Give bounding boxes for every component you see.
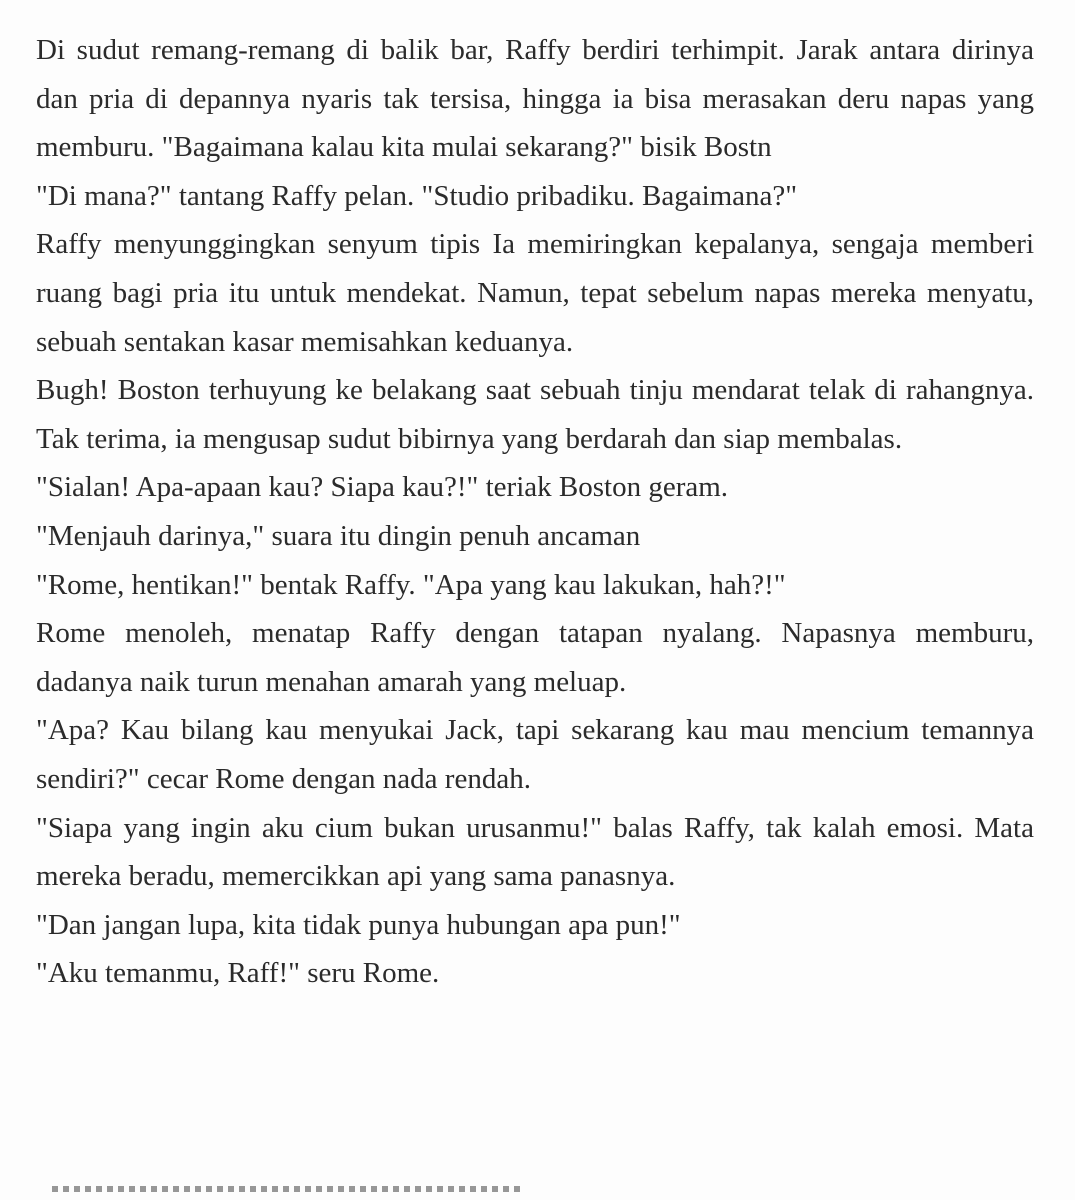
paragraph-9: "Apa? Kau bilang kau menyukai Jack, tapi sekarang kau mau mencium temannya sendiri?" cecar Rome dengan nada rendah. [36, 714, 1034, 795]
paragraph-4: Bugh! Boston terhuyung ke belakang saat sebuah tinju mendarat telak di rahangnya. Tak terima, ia mengusap sudut bibirnya yang berdarah dan siap membalas. [36, 374, 1034, 455]
paragraph-10: "Siapa yang ingin aku cium bukan urusanmu!" balas Raffy, tak kalah emosi. Mata mereka beradu, memercikkan api yang sama panasnya. [36, 811, 1034, 893]
paragraph-3: Raffy menyunggingkan senyum tipis Ia memiringkan kepalanya, sengaja memberi ruang bagi pria itu untuk mendekat. Namun, tepat sebelum napas mereka menyatu, sebuah sentakan kasar memisahkan keduanya. [36, 228, 1034, 358]
paragraph-7: "Rome, hentikan!" bentak Raffy. "Apa yang kau lakukan, hah?!" [36, 568, 786, 601]
cut-off-text-fragment [52, 1186, 522, 1192]
paragraph-1: Di sudut remang-remang di balik bar, Raffy berdiri terhimpit. Jarak antara dirinya dan pria di depannya nyaris tak tersisa, hingga ia bisa merasakan deru napas yang memburu. "Bagaimana kalau kita mulai sekarang?" bisik Bostn [36, 34, 1034, 164]
paragraph-12: "Aku temanmu, Raff!" seru Rome. [36, 957, 440, 990]
paragraph-5: "Sialan! Apa-apaan kau? Siapa kau?!" teriak Boston geram. [36, 471, 729, 504]
paragraph-6: "Menjauh darinya," suara itu dingin penuh ancaman [36, 519, 641, 552]
paragraph-8: Rome menoleh, menatap Raffy dengan tatapan nyalang. Napasnya memburu, dadanya naik turun menahan amarah yang meluap. [36, 617, 1034, 698]
paragraph-11: "Dan jangan lupa, kita tidak punya hubungan apa pun!" [36, 908, 681, 941]
paragraph-2: "Di mana?" tantang Raffy pelan. "Studio pribadiku. Bagaimana?" [36, 179, 798, 212]
story-text [36, 26, 1034, 998]
cut-off-line [52, 1186, 522, 1200]
